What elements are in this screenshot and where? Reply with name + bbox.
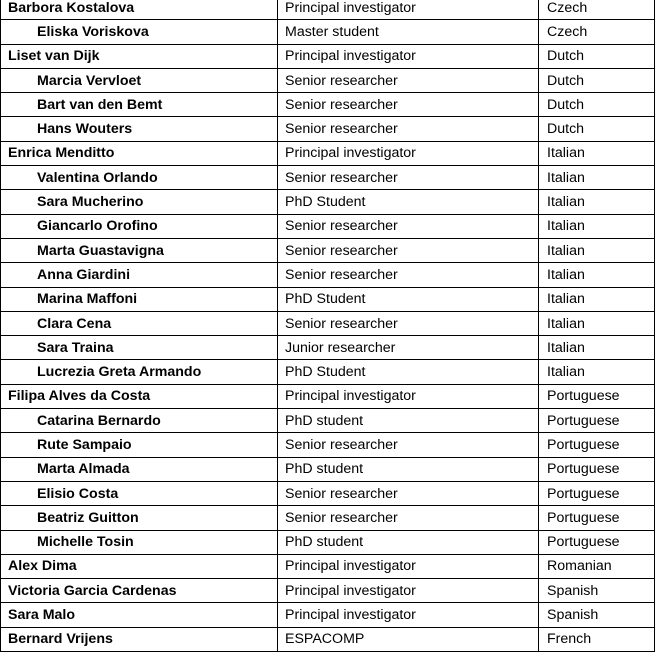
name-cell: Marta Almada xyxy=(1,457,278,481)
table-row xyxy=(1,336,655,360)
table-row xyxy=(1,554,655,578)
role-cell: Principal investigator xyxy=(278,44,539,68)
role-cell: Principal investigator xyxy=(278,603,539,627)
table-row xyxy=(1,117,655,141)
nationality-cell: Italian xyxy=(539,311,655,335)
role-cell: Senior researcher xyxy=(278,311,539,335)
name-cell: Alex Dima xyxy=(1,554,278,578)
nationality-cell: Czech xyxy=(539,20,655,44)
role-cell: PhD student xyxy=(278,409,539,433)
table-row xyxy=(1,141,655,165)
role-cell: Senior researcher xyxy=(278,506,539,530)
table-row xyxy=(1,166,655,190)
name-cell: Hans Wouters xyxy=(1,117,278,141)
nationality-cell: Czech xyxy=(539,0,655,20)
table-body xyxy=(1,0,655,652)
name-cell: Anna Giardini xyxy=(1,263,278,287)
nationality-cell: Dutch xyxy=(539,68,655,92)
table-row xyxy=(1,481,655,505)
nationality-cell: Portuguese xyxy=(539,409,655,433)
role-cell: Senior researcher xyxy=(278,263,539,287)
nationality-cell: Italian xyxy=(539,287,655,311)
role-cell: Senior researcher xyxy=(278,214,539,238)
name-cell: Rute Sampaio xyxy=(1,433,278,457)
table-row xyxy=(1,44,655,68)
role-cell: PhD Student xyxy=(278,190,539,214)
nationality-cell: Dutch xyxy=(539,117,655,141)
table-row xyxy=(1,457,655,481)
name-cell: Sara Malo xyxy=(1,603,278,627)
role-cell: Senior researcher xyxy=(278,481,539,505)
table-row xyxy=(1,579,655,603)
nationality-cell: Italian xyxy=(539,263,655,287)
name-cell: Filipa Alves da Costa xyxy=(1,384,278,408)
nationality-cell: Portuguese xyxy=(539,433,655,457)
table-row xyxy=(1,433,655,457)
role-cell: Master student xyxy=(278,20,539,44)
table-row xyxy=(1,238,655,262)
role-cell: Principal investigator xyxy=(278,384,539,408)
name-cell: Lucrezia Greta Armando xyxy=(1,360,278,384)
role-cell: PhD Student xyxy=(278,287,539,311)
nationality-cell: Portuguese xyxy=(539,530,655,554)
table-row xyxy=(1,409,655,433)
nationality-cell: Portuguese xyxy=(539,457,655,481)
name-cell: Elisio Costa xyxy=(1,481,278,505)
nationality-cell: Dutch xyxy=(539,93,655,117)
nationality-cell: Italian xyxy=(539,190,655,214)
table-row xyxy=(1,506,655,530)
table-row xyxy=(1,93,655,117)
name-cell: Sara Mucherino xyxy=(1,190,278,214)
role-cell: Senior researcher xyxy=(278,68,539,92)
nationality-cell: Portuguese xyxy=(539,506,655,530)
name-cell: Catarina Bernardo xyxy=(1,409,278,433)
nationality-cell: Italian xyxy=(539,141,655,165)
role-cell: Senior researcher xyxy=(278,238,539,262)
table-row xyxy=(1,530,655,554)
nationality-cell: French xyxy=(539,627,655,651)
role-cell: PhD student xyxy=(278,530,539,554)
role-cell: PhD Student xyxy=(278,360,539,384)
name-cell: Beatriz Guitton xyxy=(1,506,278,530)
nationality-cell: Dutch xyxy=(539,44,655,68)
nationality-cell: Romanian xyxy=(539,554,655,578)
name-cell: Marina Maffoni xyxy=(1,287,278,311)
name-cell: Bernard Vrijens xyxy=(1,627,278,651)
name-cell: Barbora Kostalova xyxy=(1,0,278,20)
nationality-cell: Spanish xyxy=(539,603,655,627)
name-cell: Clara Cena xyxy=(1,311,278,335)
name-cell: Liset van Dijk xyxy=(1,44,278,68)
name-cell: Bart van den Bemt xyxy=(1,93,278,117)
name-cell: Marta Guastavigna xyxy=(1,238,278,262)
role-cell: PhD student xyxy=(278,457,539,481)
name-cell: Victoria Garcia Cardenas xyxy=(1,579,278,603)
role-cell: Senior researcher xyxy=(278,433,539,457)
nationality-cell: Italian xyxy=(539,336,655,360)
role-cell: Junior researcher xyxy=(278,336,539,360)
nationality-cell: Italian xyxy=(539,214,655,238)
role-cell: Principal investigator xyxy=(278,141,539,165)
name-cell: Eliska Voriskova xyxy=(1,20,278,44)
nationality-cell: Italian xyxy=(539,166,655,190)
role-cell: Senior researcher xyxy=(278,93,539,117)
table-row xyxy=(1,384,655,408)
nationality-cell: Portuguese xyxy=(539,384,655,408)
name-cell: Enrica Menditto xyxy=(1,141,278,165)
name-cell: Marcia Vervloet xyxy=(1,68,278,92)
table-row xyxy=(1,190,655,214)
table-row xyxy=(1,20,655,44)
role-cell: ESPACOMP xyxy=(278,627,539,651)
table-row xyxy=(1,0,655,20)
table-row xyxy=(1,263,655,287)
table-row xyxy=(1,360,655,384)
nationality-cell: Italian xyxy=(539,238,655,262)
table-row xyxy=(1,68,655,92)
role-cell: Senior researcher xyxy=(278,117,539,141)
table-row xyxy=(1,311,655,335)
table-row xyxy=(1,287,655,311)
table-row xyxy=(1,603,655,627)
role-cell: Principal investigator xyxy=(278,579,539,603)
role-cell: Principal investigator xyxy=(278,0,539,20)
name-cell: Valentina Orlando xyxy=(1,166,278,190)
name-cell: Giancarlo Orofino xyxy=(1,214,278,238)
nationality-cell: Italian xyxy=(539,360,655,384)
role-cell: Principal investigator xyxy=(278,554,539,578)
nationality-cell: Spanish xyxy=(539,579,655,603)
role-cell: Senior researcher xyxy=(278,166,539,190)
name-cell: Michelle Tosin xyxy=(1,530,278,554)
nationality-cell: Portuguese xyxy=(539,481,655,505)
name-cell: Sara Traina xyxy=(1,336,278,360)
table-row xyxy=(1,627,655,651)
table-row xyxy=(1,214,655,238)
